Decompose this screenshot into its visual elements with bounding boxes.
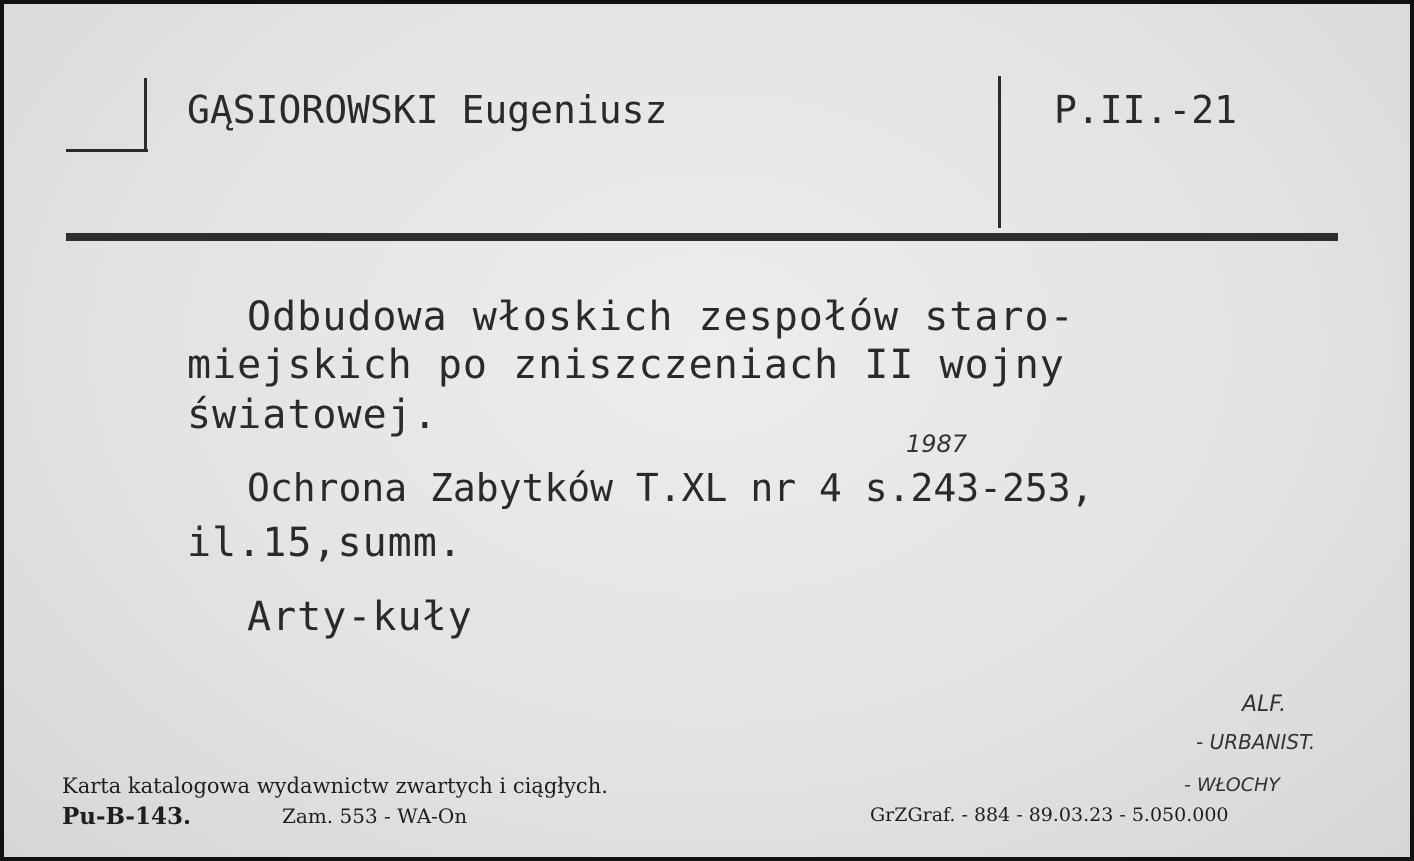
- handwritten-year: 1987: [906, 430, 968, 458]
- bracket-vertical-line: [144, 78, 147, 150]
- header-divider: [998, 76, 1001, 228]
- publication-line-2: il.15,summ.: [187, 520, 463, 566]
- title-line-1: Odbudowa włoskich zespołów staro-: [247, 294, 1075, 340]
- document-type: Arty-kuły: [247, 594, 473, 640]
- form-code: Pu-B-143.: [62, 803, 191, 830]
- title-line-2: miejskich po zniszczeniach II wojny: [187, 342, 1065, 388]
- author-heading: GĄSIOROWSKI Eugeniusz: [187, 88, 668, 132]
- order-number: Zam. 553 - WA-On: [282, 804, 468, 828]
- publication-line-1: Ochrona Zabytków T.XL nr 4 s.243-253,: [247, 466, 1094, 510]
- catalog-card: [4, 4, 1410, 857]
- annotation-wlochy: - WŁOCHY: [1184, 774, 1280, 796]
- annotation-urbanist: - URBANIST.: [1196, 730, 1316, 754]
- form-title: Karta katalogowa wydawnictw zwartych i ciągłych.: [62, 774, 608, 798]
- header-separator: [66, 233, 1338, 241]
- bracket-horizontal-line: [66, 149, 148, 152]
- call-number: P.II.-21: [1054, 88, 1238, 132]
- printer-info: GrZGraf. - 884 - 89.03.23 - 5.050.000: [870, 804, 1229, 826]
- title-line-3: światowej.: [187, 392, 438, 438]
- annotation-alf: ALF.: [1242, 692, 1287, 717]
